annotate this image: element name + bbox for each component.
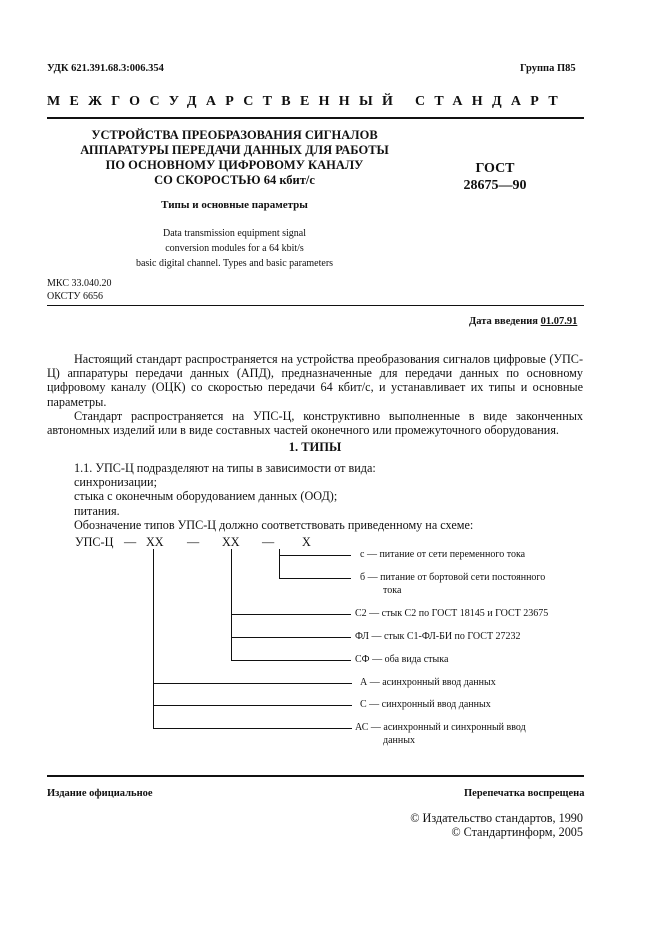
- interface-option: [355, 631, 521, 642]
- header-rule: [47, 117, 584, 119]
- power-option: [360, 572, 545, 583]
- scheme-prefix: УПС-Ц: [75, 535, 114, 549]
- power-connector: [279, 578, 351, 579]
- title-line: УСТРОЙСТВА ПРЕОБРАЗОВАНИЯ СИГНАЛОВ: [91, 128, 378, 142]
- official-edition: Издание официальное: [47, 788, 153, 799]
- sync-option: [360, 699, 491, 710]
- sync-option: [355, 722, 526, 733]
- power-description: — питание от бортовой сети постоянного: [367, 572, 546, 583]
- document-subtitle: Типы и основные параметры: [161, 199, 308, 211]
- power-code: с: [360, 549, 365, 560]
- interface-connector: [231, 637, 351, 638]
- sync-description: — асинхронный ввод данных: [369, 677, 496, 688]
- effective-date-value: 01.07.91: [540, 316, 578, 327]
- scheme-power-slot: X: [302, 535, 311, 549]
- classification: [47, 277, 111, 303]
- power-description-continued: тока: [383, 585, 402, 596]
- english-title-line: Data transmission equipment signal: [162, 228, 307, 239]
- interface-code: ФЛ: [355, 631, 369, 642]
- sync-description-continued: данных: [383, 735, 415, 746]
- udc-code: УДК 621.391.68.3:006.354: [47, 63, 164, 74]
- item-1-1: 1.1. УПС-Ц подразделяют на типы в зависимости от вида:: [74, 461, 376, 475]
- interface-description: — стык С1-ФЛ-БИ по ГОСТ 27232: [371, 631, 521, 642]
- sync-code: А: [360, 677, 368, 688]
- title-line: СО СКОРОСТЬЮ 64 кбит/с: [154, 173, 315, 187]
- gost-label: ГОСТ: [475, 161, 515, 176]
- effective-date-label: Дата введения: [469, 316, 538, 327]
- interface-description: — стык С2 по ГОСТ 18145 и ГОСТ 23675: [369, 608, 549, 619]
- sync-description: — синхронный ввод данных: [369, 699, 491, 710]
- title-line: ПО ОСНОВНОМУ ЦИФРОВОМУ КАНАЛУ: [105, 158, 364, 172]
- criteria-item: питания.: [74, 503, 120, 518]
- power-branch-line: [279, 549, 280, 579]
- power-connector: [279, 555, 351, 556]
- scheme-sync-slot: XX: [146, 535, 164, 549]
- interface-option: [355, 608, 548, 619]
- sync-option: [360, 677, 496, 688]
- scheme-interface-slot: XX: [222, 535, 240, 549]
- power-code: б: [360, 572, 366, 583]
- intro-paragraph: Стандарт распространяется на УПС-Ц, конструктивно выполненные в виде законченных автономных изделий или в виде составных частей оконечного или промежуточного оборудования.: [47, 408, 583, 438]
- footer-rule: [47, 775, 584, 777]
- scheme-dash: —: [262, 535, 275, 549]
- scheme-dash: —: [124, 535, 137, 549]
- sync-code: С: [360, 699, 367, 710]
- mks-code: МКС 33.040.20: [47, 278, 112, 289]
- intro-text: [47, 352, 583, 437]
- classification-rule: [47, 305, 584, 306]
- english-title-line: conversion modules for a 64 kbit/s: [165, 243, 304, 254]
- document-title: [47, 128, 422, 188]
- sync-connector: [153, 728, 352, 729]
- sync-branch-line: [153, 549, 154, 729]
- power-description: — питание от сети переменного тока: [366, 549, 526, 560]
- power-option: [360, 549, 525, 560]
- sync-connector: [153, 705, 352, 706]
- copyright-line: © Издательство стандартов, 1990: [410, 811, 583, 825]
- sync-description: — асинхронный и синхронный ввод: [370, 722, 526, 733]
- sync-connector: [153, 683, 352, 684]
- criteria-item: синхронизации;: [74, 475, 157, 490]
- intro-paragraph: Настоящий стандарт распространяется на устройства преобразования сигналов цифровые (УПС-Ц) аппаратуры передачи данных (АПД), предназначенные для передачи данных по основному цифровому каналу (ОЦК) со скоростью передачи 64 кбит/с, и устанавливает их типы и основные параметры.: [47, 352, 583, 409]
- interface-option: [355, 654, 448, 665]
- english-title-line: basic digital channel. Types and basic parameters: [135, 258, 334, 269]
- sync-code: АС: [355, 722, 369, 733]
- copyright-line: © Стандартинформ, 2005: [451, 825, 583, 839]
- interface-branch-line: [231, 549, 232, 661]
- effective-date: [469, 316, 577, 327]
- group-code: Группа П85: [520, 63, 576, 74]
- interface-code: СФ: [355, 654, 370, 665]
- interface-connector: [231, 614, 351, 615]
- gost-number: 28675—90: [463, 178, 527, 193]
- title-line: АППАРАТУРЫ ПЕРЕДАЧИ ДАННЫХ ДЛЯ РАБОТЫ: [80, 143, 389, 157]
- gost-block: [455, 160, 535, 194]
- copyright-block: [390, 811, 583, 839]
- english-title: [47, 226, 422, 271]
- okstu-code: ОКСТУ 6656: [47, 291, 104, 302]
- section-text: [47, 461, 583, 532]
- scheme-intro: Обозначение типов УПС-Ц должно соответствовать приведенному на схеме:: [74, 517, 474, 532]
- section-heading: 1. ТИПЫ: [288, 440, 342, 454]
- interface-code: С2: [355, 608, 367, 619]
- interface-description: — оба вида стыка: [372, 654, 449, 665]
- scheme-dash: —: [187, 535, 200, 549]
- standard-category: МЕЖГОСУДАРСТВЕННЫЙ СТАНДАРТ: [47, 94, 567, 109]
- interface-connector: [231, 660, 351, 661]
- criteria-item: стыка с оконечным оборудованием данных (ООД);: [74, 489, 338, 504]
- reprint-notice: Перепечатка воспрещена: [464, 788, 585, 799]
